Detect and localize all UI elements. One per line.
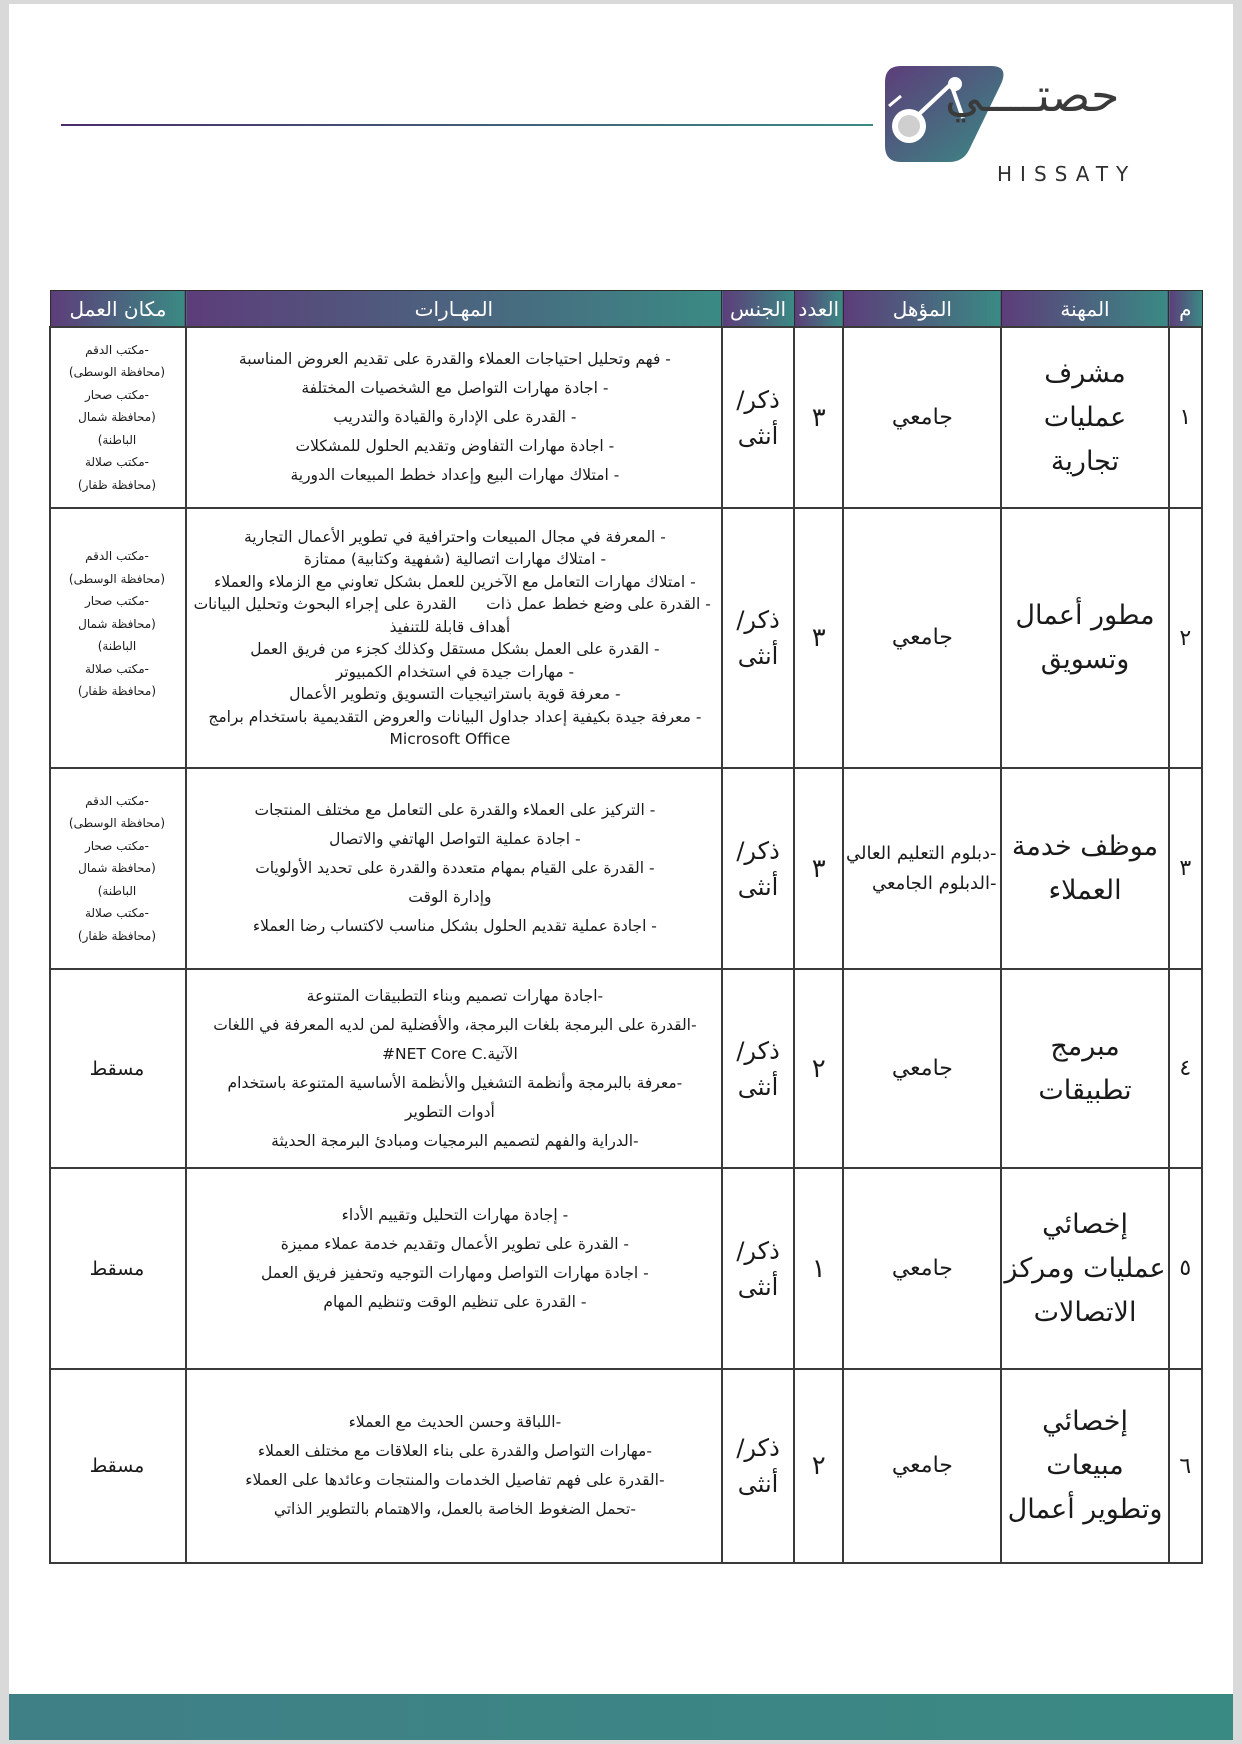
- count: ٢: [794, 969, 843, 1168]
- gender: [722, 969, 794, 1168]
- skills-cell: [186, 327, 722, 508]
- header-divider-line: [61, 124, 873, 126]
- gender-line: ذكر/: [736, 606, 780, 634]
- header-skills: المهـارات: [186, 291, 722, 328]
- job-title-line: الاتصالات: [1033, 1296, 1137, 1328]
- location-line: -مكتب الدقم: [85, 793, 149, 808]
- location-cell: مسقط: [50, 1369, 186, 1563]
- skill-item: -القدرة على فهم تفاصيل الخدمات والمنتجات وعائدها على العملاء: [245, 1471, 665, 1489]
- job-title-line: إخصائي: [1042, 1406, 1128, 1437]
- header-location: مكان العمل: [50, 291, 186, 328]
- table-row: [50, 1168, 1202, 1369]
- count: ٣: [794, 508, 843, 768]
- qualification: [843, 768, 1001, 969]
- skill-item: - معرفة جيدة بكيفية إعداد جداول البيانات والعروض التقديمية باستخدام برامج: [208, 707, 702, 726]
- qualification: جامعي: [843, 1168, 1001, 1369]
- job-title-line: عمليات ومركز: [1004, 1252, 1166, 1284]
- location-line: (محافظة ظفار): [77, 477, 157, 492]
- gender-line: أنثى: [737, 1272, 779, 1301]
- count: ٢: [794, 1369, 843, 1563]
- location-line: -مكتب صحار: [84, 387, 149, 402]
- header-job: المهنة: [1001, 291, 1168, 328]
- qualification: جامعي: [843, 327, 1001, 508]
- location-line: -مكتب الدقم: [85, 342, 149, 357]
- footer-bar: [9, 1694, 1233, 1740]
- gender-line: ذكر/: [736, 385, 780, 414]
- qualification: جامعي: [843, 508, 1001, 768]
- header-gender: الجنس: [722, 291, 794, 328]
- row-index: ٤: [1169, 969, 1202, 1168]
- location-cell: [50, 327, 186, 508]
- location-line: (محافظة شمال الباطنة): [78, 410, 156, 447]
- row-index: ١: [1169, 327, 1202, 508]
- skill-item: -معرفة بالبرمجة وأنظمة التشغيل والأنظمة الأساسية المتنوعة باستخدام: [227, 1073, 683, 1092]
- logo-english-text: HISSATY: [997, 162, 1137, 186]
- table-row: [50, 327, 1202, 508]
- header-index: م: [1169, 291, 1202, 328]
- gender: [722, 1168, 794, 1369]
- skill-item: -اجادة مهارات تصميم وبناء التطبيقات المتنوعة: [306, 986, 604, 1005]
- count: ١: [794, 1168, 843, 1369]
- table-row: [50, 969, 1202, 1168]
- skill-item: - اجادة مهارات التفاوض وتقديم الحلول للمشكلات: [295, 437, 615, 455]
- gender-line: أنثى: [737, 421, 779, 450]
- row-index: ٣: [1169, 768, 1202, 969]
- header-qualification: المؤهل: [843, 291, 1001, 328]
- location-line: -مكتب صحار: [84, 838, 149, 853]
- location-line: (محافظة شمال الباطنة): [78, 861, 156, 898]
- skill-item: - اجادة مهارات التواصل ومهارات التوجيه وتحفيز فريق العمل: [261, 1264, 649, 1282]
- skill-item: - مهارات جيدة في استخدام الكمبيوتر: [335, 662, 575, 681]
- count: ٣: [794, 768, 843, 969]
- location-line: -مكتب صلالة: [84, 455, 149, 470]
- gender: [722, 768, 794, 969]
- skill-item: -اللباقة وحسن الحديث مع العملاء: [348, 1413, 562, 1431]
- gender: [722, 327, 794, 508]
- job-title-line: مبيعات: [1046, 1450, 1124, 1481]
- skill-item: - التركيز على العملاء والقدرة على التعامل مع مختلف المنتجات: [254, 801, 656, 819]
- skill-item: - إجادة مهارات التحليل وتقييم الأداء: [341, 1206, 569, 1224]
- skills-cell: [186, 768, 722, 969]
- skills-cell: [186, 508, 722, 768]
- table-row: [50, 508, 1202, 768]
- job-title-line: مطور أعمال: [1015, 600, 1155, 631]
- location-line: (محافظة ظفار): [77, 928, 157, 943]
- location-line: -مكتب صحار: [84, 594, 149, 608]
- table-row: [50, 1369, 1202, 1563]
- skills-cell: [186, 1369, 722, 1563]
- jobs-table: [49, 290, 1203, 1564]
- skill-item: -الدراية والفهم لتصميم البرمجيات ومبادئ البرمجة الحديثة: [271, 1131, 639, 1150]
- skill-item: - القدرة على الإدارة والقيادة والتدريب: [333, 408, 577, 426]
- skill-item: - القدرة على وضع خطط عمل ذات القدرة على إجراء البحوث وتحليل البيانات: [193, 595, 711, 613]
- skills-cell: [186, 969, 722, 1168]
- location-line: -مكتب صلالة: [84, 661, 149, 676]
- table-row: [50, 768, 1202, 969]
- skill-item: Microsoft Office: [389, 730, 511, 748]
- gender-line: ذكر/: [736, 1236, 780, 1265]
- row-index: ٢: [1169, 508, 1202, 768]
- gender-line: ذكر/: [736, 836, 780, 865]
- job-title-line: العملاء: [1048, 874, 1122, 906]
- job-title-line: تطبيقات: [1038, 1074, 1132, 1106]
- job-title-line: مشرف عمليات: [1043, 357, 1127, 433]
- gender-line: أنثى: [737, 1470, 779, 1498]
- skill-item: - امتلاك مهارات اتصالية (شفهية وكتابية) ممتازة: [303, 550, 607, 568]
- skill-item: - القدرة على تنظيم الوقت وتنظيم المهام: [323, 1293, 587, 1311]
- skill-item: الآتية.NET Core C#: [382, 1044, 518, 1063]
- document-page: [9, 4, 1233, 1740]
- count: ٣: [794, 327, 843, 508]
- skill-item: - امتلاك مهارات البيع وإعداد خطط المبيعات الدورية: [290, 466, 620, 484]
- location-cell: [50, 768, 186, 969]
- skill-item: - اجادة مهارات التواصل مع الشخصيات المختلفة: [301, 379, 609, 397]
- row-index: ٥: [1169, 1168, 1202, 1369]
- job-title: [1001, 1369, 1168, 1563]
- job-title-line: وتطوير أعمال: [1007, 1494, 1163, 1525]
- skill-item: أدوات التطوير: [404, 1102, 495, 1121]
- row-index: ٦: [1169, 1369, 1202, 1563]
- skill-item: - معرفة قوية باستراتيجيات التسويق وتطوير الأعمال: [289, 685, 621, 703]
- job-title: [1001, 508, 1168, 768]
- gender-line: ذكر/: [736, 1036, 780, 1065]
- skill-item: أهداف قابلة للتنفيذ: [389, 617, 511, 636]
- qualification-line: -الدبلوم الجامعي: [871, 872, 997, 894]
- skill-item: - اجادة عملية التواصل الهاتفي والاتصال: [329, 830, 581, 848]
- gender-line: أنثى: [737, 1072, 779, 1101]
- job-title: [1001, 327, 1168, 508]
- qualification: جامعي: [843, 1369, 1001, 1563]
- job-title-line: وتسويق: [1040, 644, 1130, 675]
- qualification-line: -دبلوم التعليم العالي: [845, 842, 997, 864]
- location-line: (محافظة الوسطى): [68, 816, 166, 831]
- job-title-line: تجارية: [1050, 445, 1120, 477]
- skill-item: - القدرة على العمل بشكل مستقل وكذلك كجزء من فريق العمل: [250, 640, 660, 658]
- job-title-line: إخصائي: [1042, 1208, 1128, 1240]
- gender-line: أنثى: [737, 642, 779, 670]
- location-line: (محافظة ظفار): [77, 684, 157, 698]
- header-count: العدد: [794, 291, 843, 328]
- location-line: (محافظة الوسطى): [68, 571, 166, 586]
- gender: [722, 508, 794, 768]
- table-header-row: [50, 291, 1202, 328]
- gender: [722, 1369, 794, 1563]
- location-line: (محافظة الوسطى): [68, 365, 166, 380]
- skill-item: وإدارة الوقت: [408, 888, 492, 906]
- job-title: [1001, 768, 1168, 969]
- skill-item: -القدرة على البرمجة بلغات البرمجة، والأفضلية لمن لديه المعرفة في اللغات: [213, 1015, 697, 1034]
- location-cell: مسقط: [50, 969, 186, 1168]
- job-title-line: موظف خدمة: [1011, 830, 1159, 862]
- location-cell: [50, 508, 186, 768]
- skill-item: -مهارات التواصل والقدرة على بناء العلاقات مع مختلف العملاء: [257, 1442, 652, 1460]
- logo-arabic-text: حصتــــي: [945, 68, 1120, 122]
- location-line: -مكتب صلالة: [84, 906, 149, 921]
- job-title-line: مبرمج: [1050, 1030, 1120, 1062]
- job-title: [1001, 1168, 1168, 1369]
- skills-cell: [186, 1168, 722, 1369]
- gender-line: أنثى: [737, 872, 779, 901]
- job-title: [1001, 969, 1168, 1168]
- skill-item: - القدرة على تطوير الأعمال وتقديم خدمة عملاء مميزة: [280, 1235, 630, 1253]
- gender-line: ذكر/: [736, 1434, 780, 1462]
- qualification: جامعي: [843, 969, 1001, 1168]
- skill-item: - فهم وتحليل احتياجات العملاء والقدرة على تقديم العروض المناسبة: [238, 350, 671, 368]
- skill-item: - امتلاك مهارات التعامل مع الآخرين للعمل بشكل تعاوني مع الزملاء والعملاء: [214, 572, 696, 591]
- hissaty-logo: [879, 62, 1179, 192]
- skill-item: - المعرفة في مجال المبيعات واحترافية في تطوير الأعمال التجارية: [243, 527, 666, 546]
- skill-item: - اجادة عملية تقديم الحلول بشكل مناسب لاكتساب رضا العملاء: [252, 917, 657, 935]
- skill-item: - القدرة على القيام بمهام متعددة والقدرة على تحديد الأولويات: [255, 859, 655, 877]
- location-line: (محافظة شمال الباطنة): [78, 616, 156, 653]
- location-line: -مكتب الدقم: [85, 549, 149, 563]
- skill-item: -تحمل الضغوط الخاصة بالعمل، والاهتمام بالتطوير الذاتي: [273, 1500, 636, 1518]
- location-cell: مسقط: [50, 1168, 186, 1369]
